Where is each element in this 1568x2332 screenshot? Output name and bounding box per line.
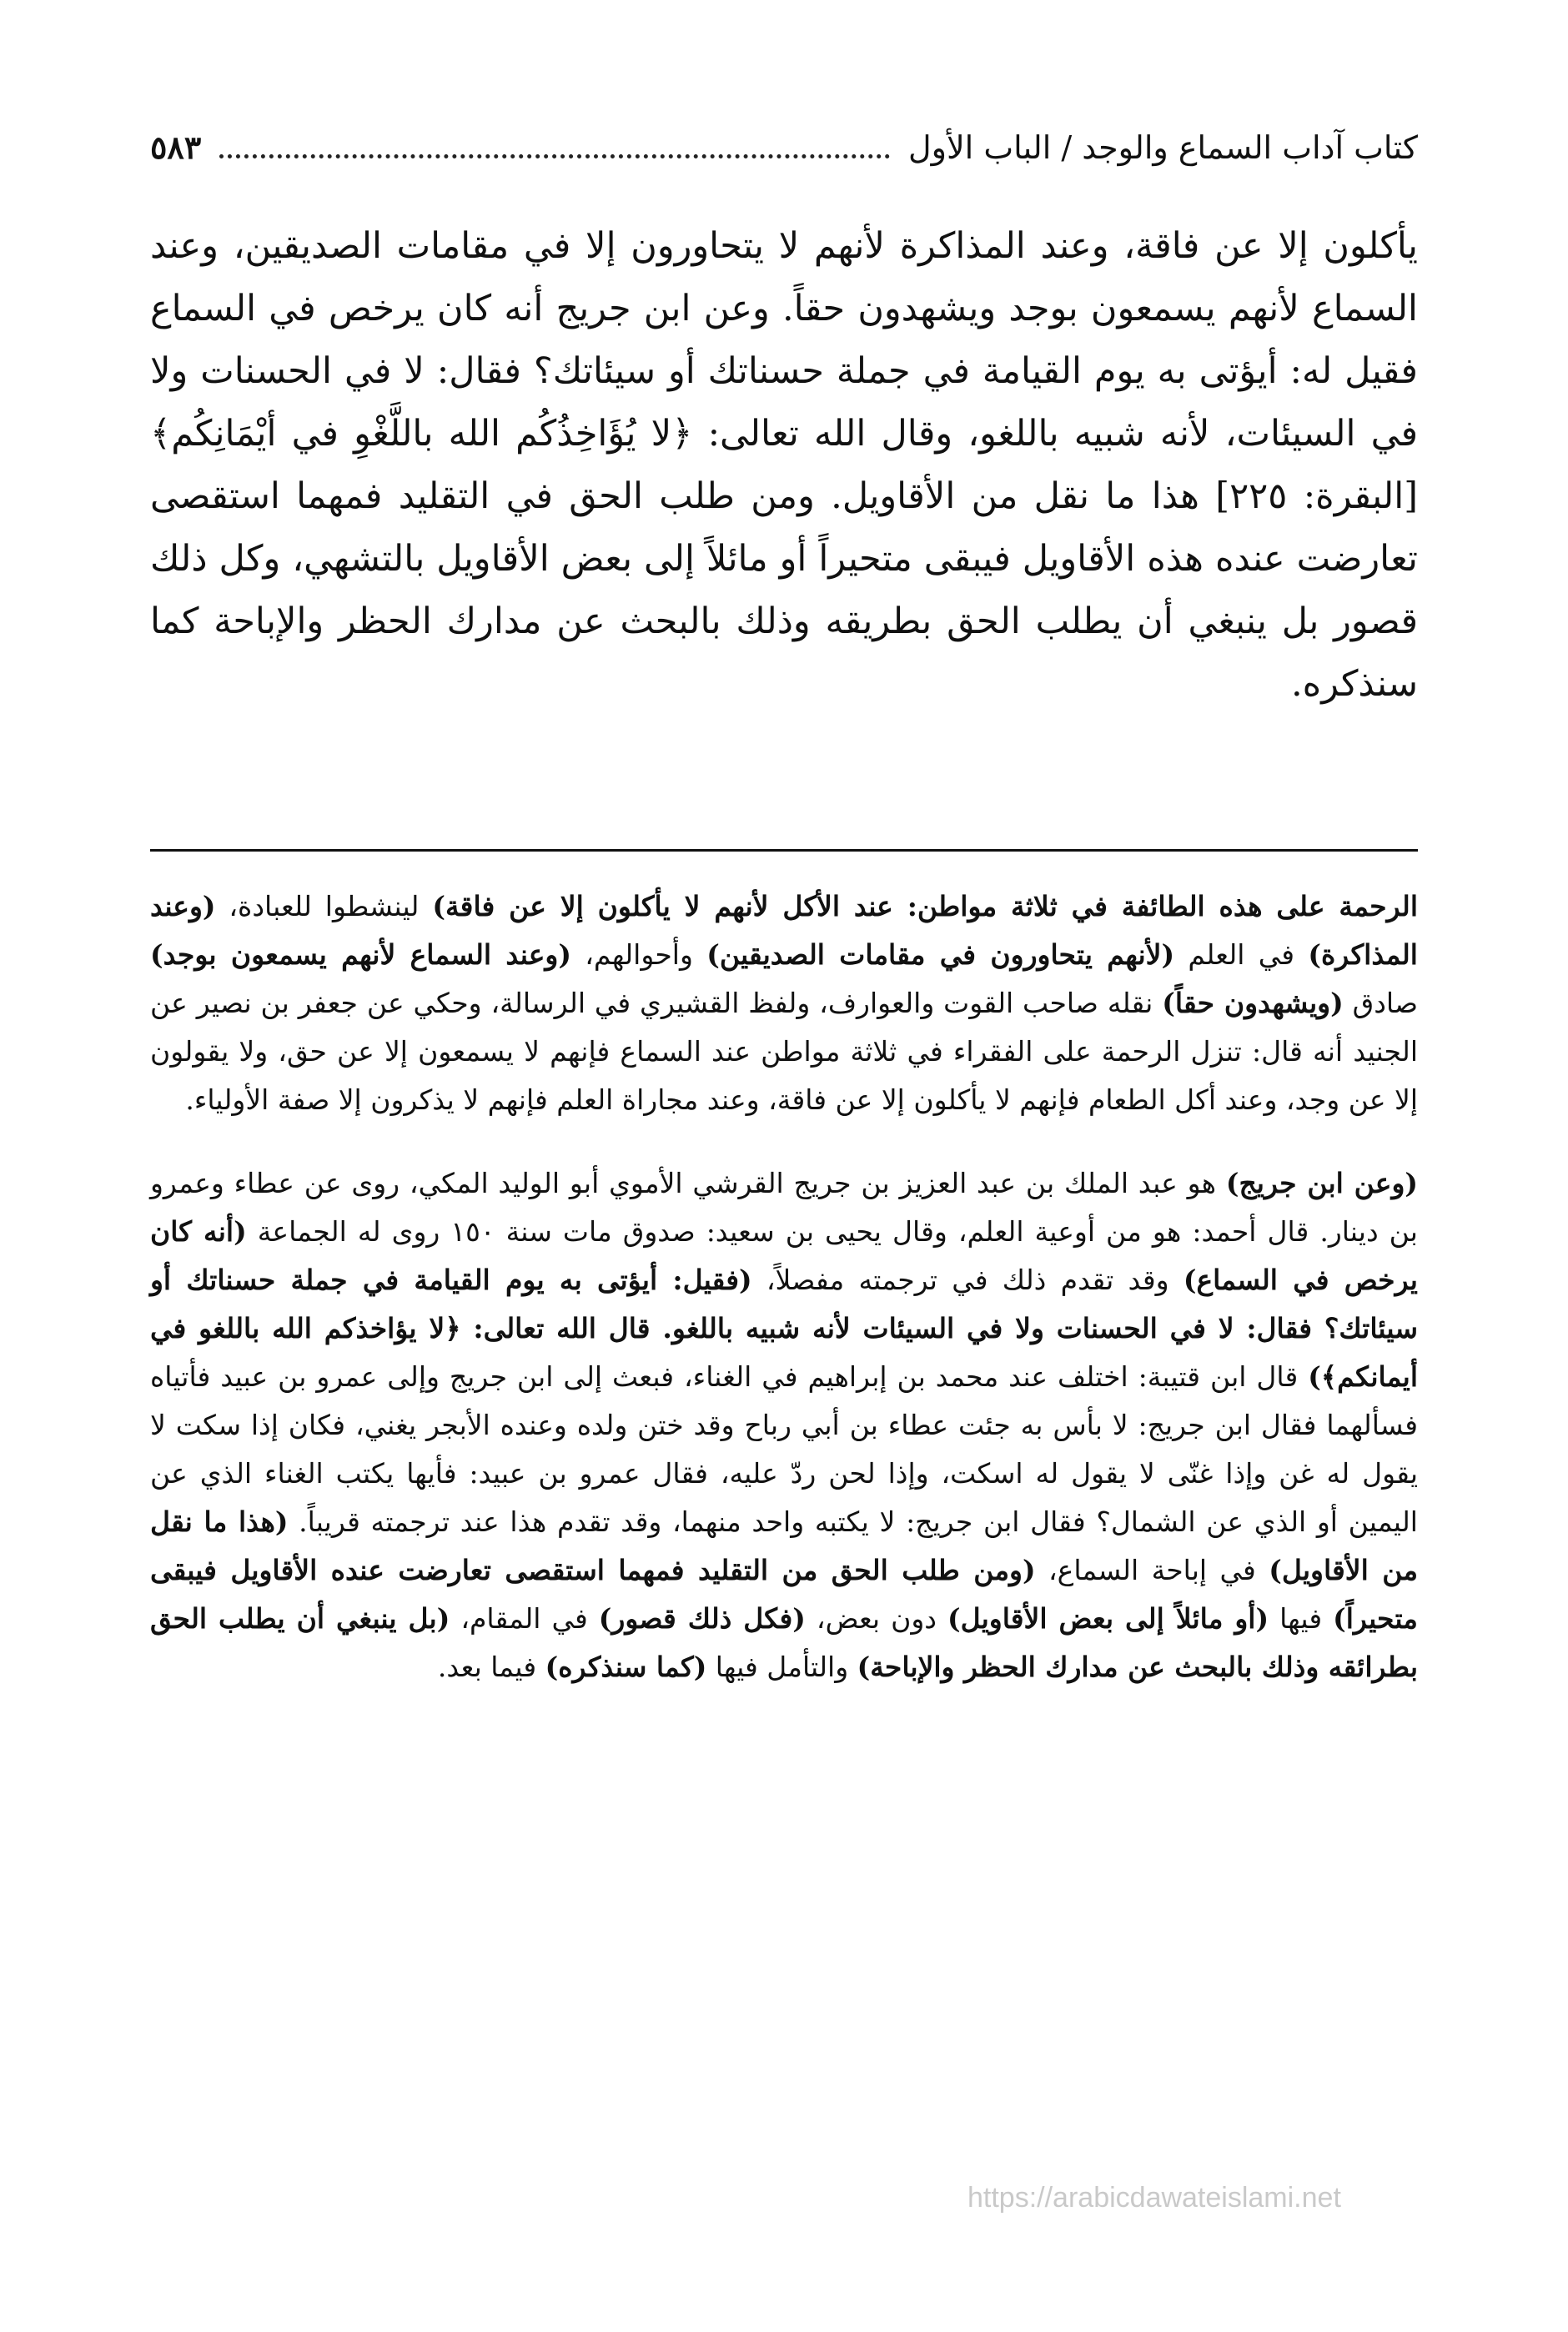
quoted-text-bold: (ومن طلب الحق من التقليد فمهما استقصى تعارضت عنده الأقاويل فيبقى متحيراً) (150, 1554, 1418, 1635)
commentary-text: لينشطوا للعبادة، (215, 890, 433, 922)
commentary-text: قال ابن قتيبة: اختلف عند محمد بن إبراهيم في الغناء، فبعث إلى ابن جريج وإلى عمرو بن عبيد فأتياه فسألهما فقال ابن جريج: لا بأس به جئت عطاء بن أبي رباح وقد ختن ولده وعنده الأبجر يغني، فكان إذا سكت لا يقول له غن وإذا غنّى لا يقول له اسكت، وإذا لحن ردّ عليه، فقال عمرو بن عبيد: فأيها يكتب الغناء الذي عن اليمين أو الذي عن الشمال؟ فقال ابن جريج: لا يكتبه واحد منهما، وقد تقدم هذا عند ترجمته قريباً. (150, 1360, 1418, 1538)
commentary-text: فيها (1269, 1602, 1334, 1635)
quoted-text-bold: (أنه كان يرخص في السماع) (150, 1215, 1418, 1296)
quoted-text-bold: (فقيل: أيؤتى به يوم القيامة في جملة حسناتك أو سيئاتك؟ فقال: لا في الحسنات ولا في السيئات لأنه شبيه باللغو. قال الله تعالى: ﴿لا يؤاخذكم الله باللغو في أيمانكم﴾) (150, 1264, 1418, 1393)
commentary-text: وأحوالهم، (570, 938, 707, 971)
quoted-text-bold: (وعند المذاكرة) (150, 890, 1418, 971)
commentary-text: هو عبد الملك بن عبد العزيز بن جريج القرشي الأموي أبو الوليد المكي، روى عن عطاء وعمرو بن دينار. قال أحمد: هو من أوعية العلم، وقال يحيى بن سعيد: صدوق مات سنة ١٥٠ روى له الجماعة (150, 1167, 1418, 1248)
quoted-text-bold: (وعن ابن جريج) (1225, 1167, 1419, 1199)
book-page (150, 0, 1418, 2332)
running-header (150, 118, 1418, 177)
header-dot-leader (219, 154, 890, 158)
quoted-text-bold: (فكل ذلك قصور) (598, 1602, 806, 1635)
commentary-text: في العلم (1174, 938, 1309, 971)
quoted-text-bold: (وعند السماع لأنهم يسمعون بوجد) (150, 938, 571, 971)
commentary-text: وقد تقدم ذلك في ترجمته مفصلاً، (751, 1264, 1184, 1296)
watermark-url: https://arabicdawateislami.net (967, 2182, 1341, 2214)
commentary-text: نقله صاحب القوت والعوارف، ولفظ القشيري في الرسالة، وحكي عن جعفر بن نصير عن الجنيد أنه قال: تنزل الرحمة على الفقراء في ثلاثة مواطن عند السماع فإنهم لا يسمعون إلا عن حق، ولا يقولون إلا عن وجد، وعند أكل الطعام فإنهم لا يأكلون إلا عن فاقة، وعند مجاراة العلم فإنهم لا يذكرون إلا صفة الأولياء. (150, 987, 1418, 1116)
quoted-text-bold: (أو مائلاً إلى بعض الأقاويل) (947, 1602, 1269, 1635)
commentary-paragraph (150, 882, 1418, 1124)
quoted-text-bold: (بل ينبغي أن يطلب الحق بطرائقه وذلك بالبحث عن مدارك الحظر والإباحة) (150, 1602, 1418, 1683)
commentary-text: صادق (1343, 987, 1418, 1019)
quoted-text-bold: الرحمة على هذه الطائفة في ثلاثة مواطن: عند الأكل لأنهم لا يأكلون إلا عن فاقة) (432, 890, 1419, 922)
commentary-text: دون بعض، (805, 1602, 947, 1635)
commentary-text: في إباحة السماع، (1035, 1554, 1269, 1586)
footnote-divider (150, 849, 1418, 852)
commentary-text: فيما بعد. (437, 1651, 545, 1683)
quoted-text-bold: (لأنهم يتحاورون في مقامات الصديقين) (706, 938, 1175, 971)
commentary-paragraph (150, 1159, 1418, 1691)
page-number: ٥٨٣ (150, 128, 202, 166)
quoted-text-bold: (ويشهدون حقاً) (1162, 987, 1344, 1019)
commentary-text: والتأمل فيها (706, 1651, 857, 1683)
main-text: يأكلون إلا عن فاقة، وعند المذاكرة لأنهم لا يتحاورون إلا في مقامات الصديقين، وعند السماع لأنهم يسمعون بوجد ويشهدون حقاً. وعن ابن جريج أنه كان يرخص في السماع فقيل له: أيؤتى به يوم القيامة في جملة حسناتك أو سيئاتك؟ فقال: لا في الحسنات ولا في السيئات، لأنه شبيه باللغو، وقال الله تعالى: ﴿لا يُؤَاخِذُكُم الله باللَّغْوِ في أيْمَانِكُم﴾ [البقرة: ٢٢٥] هذا ما نقل من الأقاويل. ومن طلب الحق في التقليد فمهما استقصى تعارضت عنده هذه الأقاويل فيبقى متحيراً أو مائلاً إلى بعض الأقاويل بالتشهي، وكل ذلك قصور بل ينبغي أن يطلب الحق بطريقه وذلك بالبحث عن مدارك الحظر والإباحة كما سنذكره. (150, 225, 1418, 705)
quoted-text-bold: (هذا ما نقل من الأقاويل) (150, 1505, 1419, 1586)
commentary-text: في المقام، (450, 1602, 599, 1635)
running-header-title: كتاب آداب السماع والوجد / الباب الأول (908, 129, 1418, 166)
commentary (150, 882, 1418, 1691)
quoted-text-bold: (كما سنذكره) (545, 1651, 707, 1683)
